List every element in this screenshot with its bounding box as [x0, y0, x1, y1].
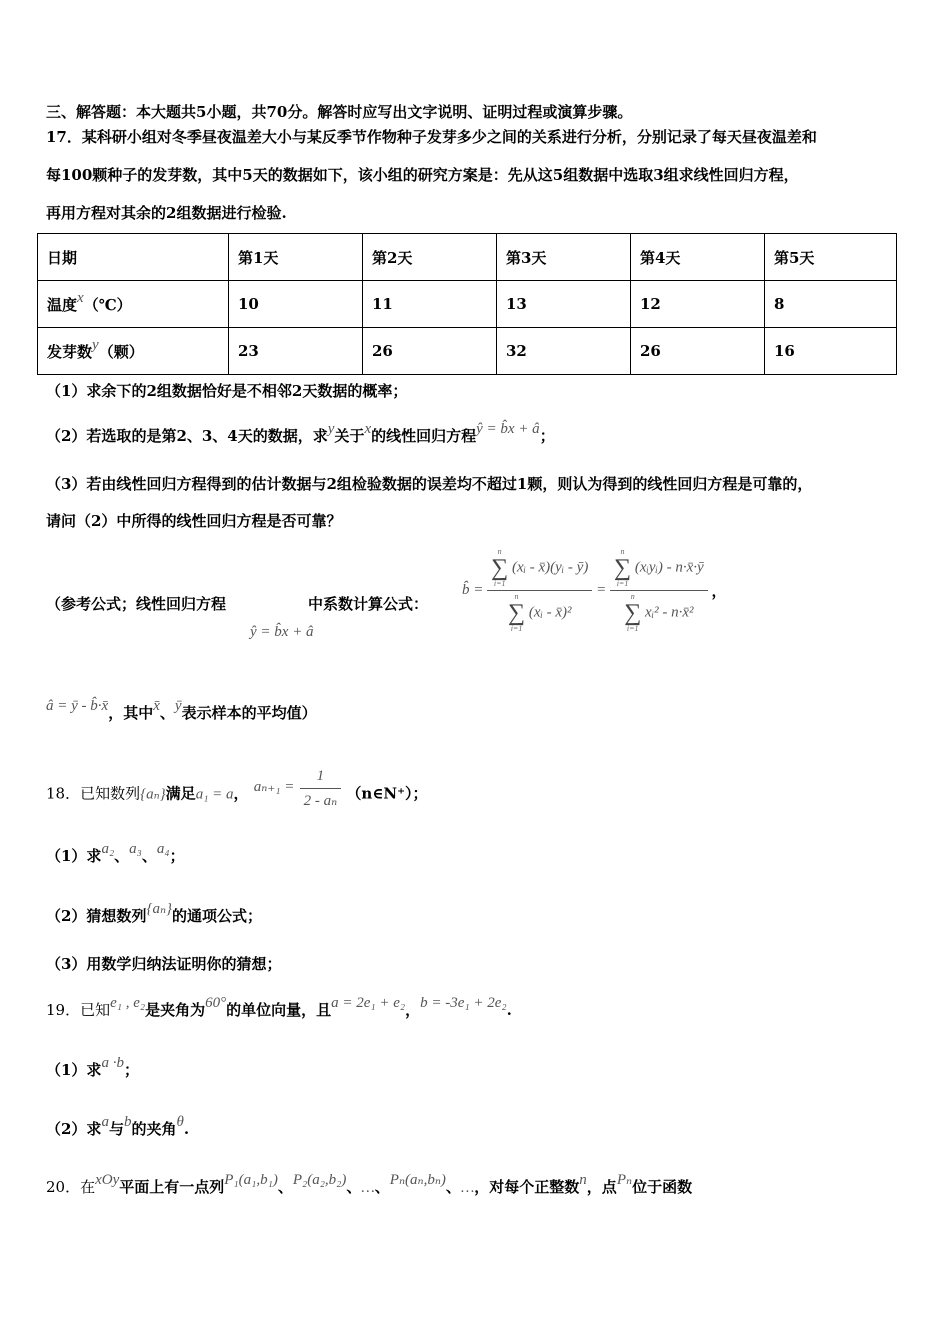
table-cell: 32	[497, 328, 631, 375]
q18-stem	[46, 768, 428, 811]
table-header-cell: 第4天	[631, 234, 765, 281]
q19-part1-end: ；	[123, 1061, 139, 1079]
denominator-2-text: xᵢ² - n·x̄²	[645, 604, 694, 621]
angle-60: 60°	[205, 995, 227, 1011]
q17-reference-label	[46, 594, 428, 614]
q19-part2	[46, 1114, 190, 1140]
q19-part2-end: .	[183, 1120, 190, 1138]
q17-part3-line2: 请问（2）中所得的线性回归方程是否可靠？	[46, 512, 342, 530]
numerator-1-text: (xᵢ - x̄)(yᵢ - ȳ)	[511, 559, 589, 576]
row-label-text: 温度	[47, 295, 78, 314]
denominator-1-text: (xᵢ - x̄)²	[528, 604, 572, 621]
formula-comma: ，	[711, 584, 727, 600]
a3: a₃	[129, 841, 142, 857]
table-cell: 23	[229, 328, 363, 375]
q17-part3-line1: （3）若由线性回归方程得到的估计数据与2组检验数据的误差均不超过1颗，则认为得到的线性回归方程是可靠的，	[46, 475, 813, 493]
q18-part1-text: （1）求	[46, 847, 102, 865]
table-header-cell: 第2天	[363, 234, 497, 281]
q20-text-c: ，对每个正整数	[474, 1178, 580, 1196]
a2: a₂	[101, 841, 115, 857]
sum-upper: n	[497, 547, 502, 556]
y-bar: ȳ	[174, 698, 182, 714]
ref-text-a: （参考公式；线性回归方程	[46, 595, 227, 613]
recurrence-numerator: 1	[300, 766, 342, 789]
ref-regression-equation: ŷ = b̂x + â	[250, 624, 314, 640]
table-row-temperature	[38, 281, 897, 328]
row-label-unit: （℃）	[83, 295, 132, 314]
fraction-2	[610, 548, 708, 633]
sum-sign: n ∑ i=1	[624, 592, 642, 633]
fraction-1-denominator	[487, 591, 592, 633]
table-row-label	[38, 328, 229, 375]
q17-intro-line1: 17．某科研小组对冬季昼夜温差大小与某反季节作物种子发芽多少之间的关系进行分析，分别记录了每天昼夜温差和	[46, 128, 817, 146]
point-pn-label: Pₙ	[616, 1172, 633, 1188]
table-cell: 26	[363, 328, 497, 375]
q19-text-c: 的单位向量，且	[226, 1001, 332, 1019]
q19-part1	[46, 1055, 139, 1081]
q20-text-d: ，点	[586, 1178, 617, 1196]
q18-text-b: 满足	[165, 784, 196, 803]
q17-intro-line3: 再用方程对其余的2组数据进行检验.	[46, 204, 287, 222]
recurrence-denominator: 2 - aₙ	[303, 793, 338, 809]
q20-number: 20．在	[46, 1178, 96, 1196]
row-label-text: 发芽数	[47, 342, 93, 361]
q18-part1	[46, 841, 185, 867]
q19-text-b: 是夹角为	[145, 1001, 206, 1019]
fraction-1-numerator	[487, 548, 592, 591]
sep: 、	[114, 847, 130, 865]
ahat-text-a: ，其中	[108, 704, 154, 722]
q17-part2-text-b: 关于	[334, 427, 365, 445]
sequence-an: {aₙ}	[146, 901, 173, 917]
sum-lower: i=1	[626, 624, 639, 633]
table-cell: 11	[363, 281, 497, 328]
q19-part2-text-b: 与	[108, 1120, 124, 1138]
table-cell: 10	[229, 281, 363, 328]
table-header-cell: 第3天	[497, 234, 631, 281]
theta: θ	[176, 1114, 184, 1130]
sequence-an: {aₙ}	[140, 786, 166, 803]
table-header-cell: 第1天	[229, 234, 363, 281]
plane-xoy: xOy	[95, 1172, 120, 1188]
q17-part1: （1）求余下的2组数据恰好是不相邻2天数据的概率；	[46, 382, 408, 400]
recurrence-condition: （n∈N⁺）；	[346, 784, 428, 803]
q20-stem	[46, 1172, 693, 1198]
q19-part1-text: （1）求	[46, 1061, 102, 1079]
sum-sign: n ∑ i=1	[491, 547, 509, 588]
table-cell: 26	[631, 328, 765, 375]
table-row-germination	[38, 328, 897, 375]
ref-text-b: 中系数计算公式：	[308, 595, 429, 613]
regression-equation: ŷ = b̂x + â	[476, 421, 540, 437]
table-cell: 12	[631, 281, 765, 328]
q19-comma: ，	[405, 1001, 421, 1019]
q19-stem	[46, 995, 512, 1021]
sum-sign: n ∑ i=1	[507, 592, 526, 633]
var-x: x	[77, 289, 84, 306]
fraction-1	[487, 548, 592, 633]
ellipsis: …	[361, 1180, 375, 1196]
vector-b: b	[123, 1114, 132, 1130]
var-x: x	[364, 421, 372, 437]
equals-sign: =	[596, 582, 607, 598]
sum-lower: i=1	[510, 624, 523, 633]
q19-number: 19．已知	[46, 1001, 111, 1019]
q20-text-e: 位于函数	[632, 1178, 693, 1196]
a4: a₄	[156, 841, 170, 857]
q18-part2-text-a: （2）猜想数列	[46, 907, 147, 925]
initial-condition: a₁ = a	[195, 786, 234, 803]
fraction-2-denominator	[610, 591, 708, 633]
sum-upper: n	[620, 547, 625, 556]
table-header-cell: 第5天	[765, 234, 897, 281]
q18-part1-end: ；	[169, 847, 185, 865]
point-p1: P₁(a₁,b₁)	[224, 1172, 278, 1188]
sep: 、	[445, 1178, 461, 1196]
ahat-sep: 、	[159, 704, 175, 722]
q17-part2-text-a: （2）若选取的是第2、3、4天的数据，求	[46, 427, 328, 445]
var-y: y	[92, 336, 99, 353]
vector-a-def: a = 2e₁ + e₂	[331, 995, 406, 1011]
q19-part2-text-c: 的夹角	[131, 1120, 177, 1138]
q18-part2-text-b: 的通项公式；	[172, 907, 263, 925]
table-row-label	[38, 281, 229, 328]
sum-upper: n	[514, 592, 519, 601]
unit-vectors: e₁ , e₂	[110, 995, 146, 1011]
b-hat: b̂ =	[462, 582, 484, 598]
q20-text-b: 平面上有一点列	[119, 1178, 225, 1196]
point-p2: P₂(a₂,b₂)	[292, 1172, 347, 1188]
sum-lower: i=1	[616, 579, 629, 588]
point-pn: Pₙ(aₙ,bₙ)	[389, 1172, 446, 1188]
q19-period: .	[506, 1001, 512, 1019]
sum-upper: n	[630, 592, 635, 601]
q18-text-c: ，	[233, 784, 249, 803]
sep: 、	[346, 1178, 362, 1196]
section-title: 三、解答题：本大题共5小题，共70分。解答时应写出文字说明、证明过程或演算步骤。	[46, 103, 633, 121]
q17-ahat-line	[46, 698, 317, 724]
q17-intro-line2: 每100颗种子的发芽数，其中5天的数据如下，该小组的研究方案是：先从这5组数据中选取3组求线性回归方程，	[46, 166, 799, 184]
ellipsis: …	[460, 1180, 475, 1196]
sep: 、	[141, 847, 157, 865]
q17-part2-end: ；	[539, 427, 555, 445]
sep: 、	[374, 1178, 390, 1196]
q18-part2	[46, 901, 263, 927]
fraction-2-numerator	[610, 548, 708, 591]
dot-product: a ·b	[101, 1055, 124, 1071]
ahat-formula: â = ȳ - b̂·x̄	[46, 698, 109, 714]
table-cell: 8	[765, 281, 897, 328]
ahat-text-b: 表示样本的平均值）	[181, 704, 317, 722]
q18-part3: （3）用数学归纳法证明你的猜想；	[46, 955, 282, 973]
vector-b-def: b = -3e₁ + 2e₂	[420, 995, 507, 1011]
x-bar: x̄	[153, 698, 160, 714]
q17-data-table	[37, 233, 897, 375]
sum-sign: n ∑ i=1	[613, 547, 632, 588]
q17-part2	[46, 421, 555, 447]
table-cell: 13	[497, 281, 631, 328]
numerator-2-text: (xᵢyᵢ) - n·x̄·ȳ	[634, 559, 704, 576]
var-n: n	[579, 1172, 587, 1188]
q18-number: 18．已知数列	[46, 784, 141, 803]
table-header-cell: 日期	[38, 234, 229, 281]
recurrence-lhs: aₙ₊₁ =	[253, 778, 295, 795]
sum-lower: i=1	[493, 579, 506, 588]
q17-part2-text-c: 的线性回归方程	[371, 427, 477, 445]
q19-part2-text-a: （2）求	[46, 1120, 102, 1138]
recurrence-fraction	[300, 766, 342, 811]
table-cell: 16	[765, 328, 897, 375]
ref-b-formula	[462, 548, 726, 633]
vector-a: a	[101, 1114, 109, 1130]
var-y: y	[327, 421, 335, 437]
table-header-row	[38, 234, 897, 281]
row-label-unit: （颗）	[98, 342, 144, 361]
sep: 、	[277, 1178, 293, 1196]
